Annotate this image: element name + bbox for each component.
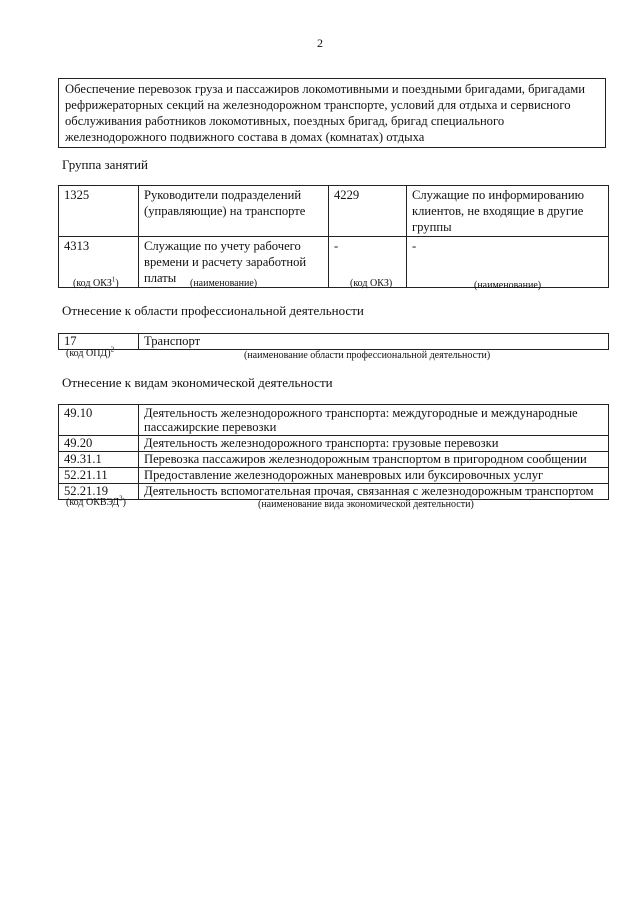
okved-code-cell: 49.31.1: [59, 452, 139, 468]
okz-code2-caption: (код ОКЗ): [350, 278, 393, 289]
okved-code-caption: (код ОКВЭД$^3$): [66, 494, 126, 508]
opd-name-caption: (наименование области профессиональной деятельности): [244, 350, 491, 361]
okved-code-cell: 49.10: [59, 405, 139, 436]
occupation-group-table: [58, 185, 609, 288]
okved-code-cell: 49.20: [59, 436, 139, 452]
okved-name-cell: Деятельность железнодорожного транспорта: грузовые перевозки: [139, 436, 609, 452]
okz-code-cell: 1325: [59, 186, 139, 237]
table-row: [59, 452, 609, 468]
okz-name2-caption: (наименование): [474, 280, 542, 291]
economic-activity-table: [58, 404, 609, 500]
page-number: 2: [317, 36, 323, 50]
okz-name-cell: Руководители подразделений (управляющие) на транспорте: [139, 186, 329, 237]
okved-code-cell: 52.21.19: [59, 484, 139, 500]
table-row: [59, 405, 609, 436]
opd-code-caption: (код ОПД)$^2$: [66, 345, 115, 359]
okz-code-cell: 4313: [59, 237, 139, 288]
table-row: [59, 186, 609, 237]
okz-name-cell: Служащие по учету рабочего времени и расчету заработной платы: [139, 237, 329, 288]
okved-name-caption: (наименование вида экономической деятельности): [258, 499, 474, 510]
opd-name-cell: Транспорт: [139, 334, 609, 350]
okved-name-cell: Перевозка пассажиров железнодорожным транспортом в пригородном сообщении: [139, 452, 609, 468]
okved-code-cell: 52.21.11: [59, 468, 139, 484]
activity-purpose-box: Обеспечение перевозок груза и пассажиров локомотивными и поездными бригадами, бригадами рефрижераторных секций на железнодорожном транспорте, условий для отдыха и сервисного обслуживания работников локомотивных, поездных бригад, бригад специального железнодорожного подвижного состава в домах (комнатах) отдыха: [58, 78, 606, 148]
okved-name-cell: Деятельность железнодорожного транспорта: междугородные и международные пассажирские перевозки: [139, 405, 609, 436]
okz-code-cell: 4229: [329, 186, 407, 237]
okz-name-caption: (наименование): [190, 278, 258, 289]
okved-name-cell: Предоставление железнодорожных маневровых или буксировочных услуг: [139, 468, 609, 484]
table-row: [59, 334, 609, 350]
okved-name-cell: Деятельность вспомогательная прочая, связанная с железнодорожным транспортом: [139, 484, 609, 500]
okz-name-cell: -: [407, 237, 609, 288]
economic-activity-heading: Отнесение к видам экономической деятельности: [62, 375, 333, 390]
occupation-group-heading: Группа занятий: [62, 157, 148, 172]
professional-area-table: [58, 333, 609, 350]
okz-code-cell: -: [329, 237, 407, 288]
okz-code-caption: (код ОКЗ$^1$): [73, 275, 119, 289]
table-row: [59, 484, 609, 500]
table-row: [59, 468, 609, 484]
okz-name-cell: Служащие по информированию клиентов, не входящие в другие группы: [407, 186, 609, 237]
professional-area-heading: Отнесение к области профессиональной деятельности: [62, 303, 364, 318]
opd-code-cell: 17: [59, 334, 139, 350]
table-row: [59, 436, 609, 452]
